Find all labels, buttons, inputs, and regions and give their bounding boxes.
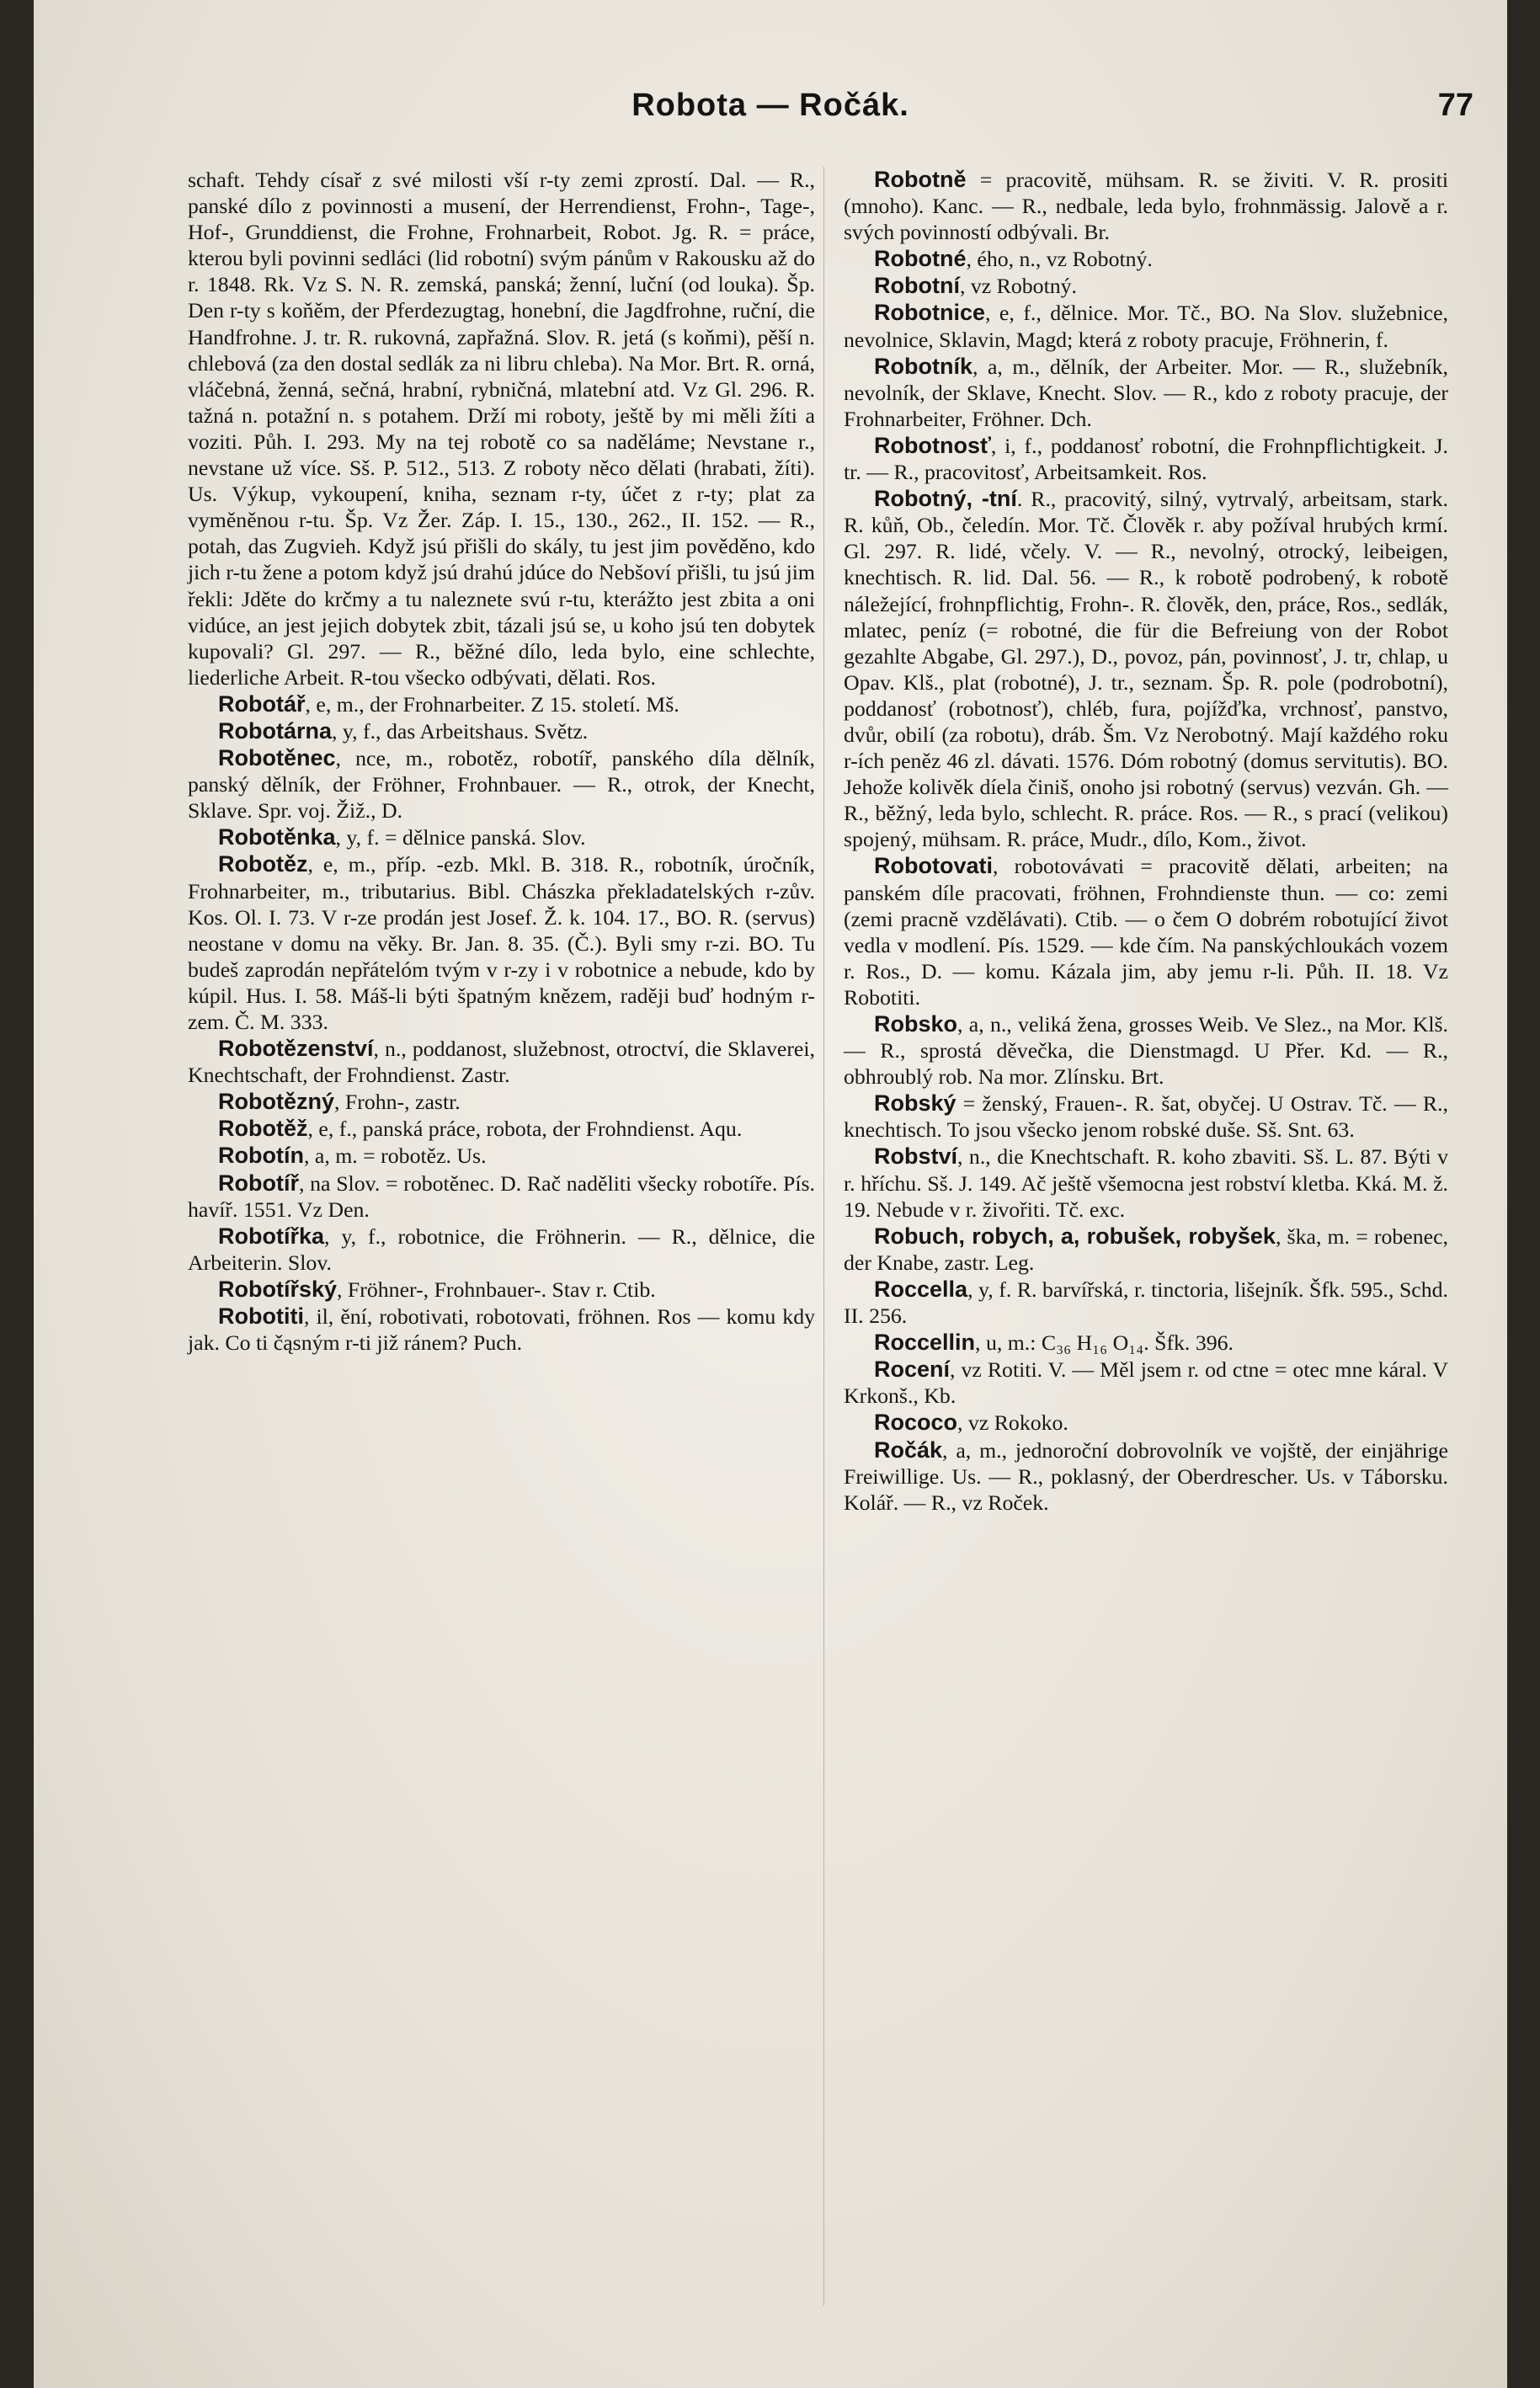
dictionary-entry xyxy=(844,486,1448,852)
entry-text: = ženský, Frauen-. R. šat, obyčej. U Ostrav. Tč. — R., knechtisch. To jsou všecko jenom robské duše. Sš. Snt. 63. xyxy=(844,1091,1448,1143)
entry-headword: Robotěnec xyxy=(218,745,336,771)
entry-text: , y, f., das Arbeitshaus. Světz. xyxy=(332,718,589,744)
dictionary-entry xyxy=(844,1223,1448,1276)
entry-text: , i, f., poddanosť robotní, die Frohnpflichtigkeit. J. tr. — R., pracovitosť, Arbeitsamkeit. Ros. xyxy=(844,433,1448,485)
entry-text: , y, f. = dělnice panská. Slov. xyxy=(335,825,586,850)
entry-headword: Robotězenství xyxy=(218,1036,374,1062)
entry-text: , n., die Knechtschaft. R. koho zbaviti. Sš. L. 87. Býti v r. hříchu. Sš. J. 149. Ač ještě všemocna jest robství kletba. Kká. M. ž. 19. Nebude v r. živořiti. Tč. exc. xyxy=(844,1144,1448,1222)
column-divider xyxy=(823,167,824,2305)
running-head xyxy=(34,88,1507,138)
entry-headword: Robotovati xyxy=(874,853,993,879)
dictionary-entry xyxy=(844,246,1448,272)
entry-headword: Robotěž xyxy=(218,1116,308,1142)
entry-text: , e, f., dělnice. Mor. Tč., BO. Na Slov. služebnice, nevolnice, Sklavin, Magd; která z roboty pracuje, Fröhnerin, f. xyxy=(844,301,1448,352)
entry-headword: Rocení xyxy=(874,1357,951,1383)
entry-headword: Robotní xyxy=(874,273,960,299)
dictionary-entry xyxy=(188,1143,815,1169)
entry-text: = pracovitě, mühsam. R. se živiti. V. R. prositi (mnoho). Kanc. — R., nedbale, leda bylo, frohnmässig. Jalově a r. svých povinností odbývali. Br. xyxy=(844,168,1448,245)
dictionary-entry xyxy=(844,1011,1448,1090)
entry-text: , u, m.: C₃₆ H₁₆ O₁₄. Šfk. 396. xyxy=(975,1330,1234,1356)
entry-headword: Robotné xyxy=(874,246,967,272)
dictionary-entry xyxy=(188,1223,815,1276)
entry-text: , il, ění, robotivati, robotovati, fröhnen. Ros — komu kdy jak. Co ti čąsným r-ti již ránem? Puch. xyxy=(188,1304,815,1356)
dictionary-entry xyxy=(188,1116,815,1142)
dictionary-entry xyxy=(844,853,1448,1010)
entry-text: , e, f., panská práce, robota, der Frohndienst. Aqu. xyxy=(307,1117,743,1142)
dictionary-entry xyxy=(188,167,815,690)
running-head-title: Robota — Ročák. xyxy=(631,88,909,123)
dictionary-entry xyxy=(844,1410,1448,1436)
entry-headword: Robotář xyxy=(218,690,306,717)
entry-headword: Robství xyxy=(874,1143,958,1170)
entry-text: , a, m., jednoroční dobrovolník ve vojště, der einjährige Freiwillige. Us. — R., poklasný, der Oberdrescher. Us. v Táborsku. Kolář. — R., vz Roček. xyxy=(844,1437,1448,1515)
entry-headword: Robuch, robych, a, robušek, robyšek xyxy=(874,1223,1276,1249)
entry-text: , y, f., robotnice, die Fröhnerin. — R., dělnice, die Arbeiterin. Slov. xyxy=(188,1223,815,1275)
dictionary-entry xyxy=(188,1089,815,1115)
entry-text: , Fröhner-, Frohnbauer-. Stav r. Ctib. xyxy=(337,1277,656,1302)
entry-headword: Robotník xyxy=(874,353,972,379)
dictionary-entry xyxy=(844,1357,1448,1409)
entry-headword: Robotíř xyxy=(218,1170,299,1196)
left-column xyxy=(188,167,815,1357)
entry-text: , robotovávati = pracovitě dělati, arbeiten; na panském díle pracovati, fröhnen, Frohndienste thun. — co: zemi (zemi pracně vzdělávati). Ctib. — o čem O dobrém robotující život vedla v modlení. Pís. 1529. — kde čím. Na panskýchloukách vozem r. Ros., D. — komu. Kázala jim, aby jemu r-li. Půh. II. 18. Vz Robotiti. xyxy=(844,854,1448,1010)
entry-headword: Robotěnka xyxy=(218,824,336,850)
entry-headword: Robský xyxy=(874,1090,957,1117)
entry-text: , e, m., der Frohnarbeiter. Z 15. století. Mš. xyxy=(305,691,679,717)
dictionary-entry xyxy=(188,1170,815,1223)
entry-headword: Robotnosť xyxy=(874,432,991,458)
entry-text: , vz Robotný. xyxy=(959,274,1077,299)
entry-headword: Robotně xyxy=(874,167,967,192)
dictionary-entry xyxy=(844,167,1448,245)
entry-text: , n., poddanost, služebnost, otroctví, die Sklaverei, Knechtschaft, der Frohndienst. Zastr. xyxy=(188,1037,815,1088)
entry-text: , y, f. R. barvířská, r. tinctoria, lišejník. Šfk. 595., Schd. II. 256. xyxy=(844,1277,1448,1329)
entry-text: , e, m., příp. -ezb. Mkl. B. 318. R., robotník, úročník, Frohnarbeiter, m., tributarius. Bibl. Chászka překladatelských r-zův. Kos. Ol. I. 73. V r-ze prodán jest Josef. Ž. k. 104. 17., BO. R. (servus) neostane v domu na věky. Br. Jan. 8. 35. (Č.). Byli smy r-zi. BO. Tu budeš zaprodán nepřátelóm tvým v r-zy i v robotnice a nebude, kdo by kúpil. Hus. I. 58. Máš-li býti špatným knězem, raději buď hodným r-zem. Č. M. 333. xyxy=(188,852,815,1034)
entry-headword: Robotiti xyxy=(218,1303,304,1330)
entry-text: . R., pracovitý, silný, vytrvalý, arbeitsam, stark. R. kůň, Ob., čeledín. Mor. Tč. Člověk r. aby požíval hrubých krmí. Gl. 297. R. lidé, včely. V. — R., nevolný, otrocký, leibeigen, knechtisch. R. lid. Dal. 56. — R., k robotě podrobený, k robotě náležející, frohnpflichtig, Frohn-. R. člověk, den, práce, Ros., sedlák, mlatec, peníz (= robotné, die für die Befreiung von der Robot gezahlte Abgabe, Gl. 297.), D., povoz, pán, povinnosť, J. tr, chlap, u Opav. Klš., plat (robotné), J. tr., seznam. Šp. R. pole (podrobotní), poddanosť (robotnosť), chléb, fura, pojížďka, vrchnosť, panstvo, dvůr, obilí (za robotu), dráb. Šm. Vz Nerobotný. Mají každého roku r-ích peněz 46 zl. dávati. 1576. Dóm robotný (domus servitutis). BO. Jehože kolivěk díela činiš, onoho jsi robotný (servus) vezván. Gh. — R., běžný, leda bylo, schlecht. R. práce. Ros. — R., s prací (velikou) spojený, mühsam. R. práce, Mudr., dílo, Kom., život. xyxy=(844,487,1448,852)
entry-headword: Robotěz xyxy=(218,851,308,877)
dictionary-page xyxy=(34,0,1507,2388)
dictionary-entry xyxy=(188,851,815,1035)
dictionary-entry xyxy=(188,824,815,850)
dictionary-entry xyxy=(844,1437,1448,1516)
dictionary-entry xyxy=(844,300,1448,352)
entry-text: schaft. Tehdy císař z své milosti vší r-ty zemi zprostí. Dal. — R., panské dílo z povinnosti a musení, der Herrendienst, Frohn-, Tage-, Hof-, Grunddienst, die Frohne, Frohnarbeit, Robot. Jg. R. = práce, kterou byli povinni sedláci (lid robotní) svým pánům v Rakousku až do r. 1848. Rk. Vz S. N. R. zemská, panská; ženní, luční (od louka). Šp. Den r-ty s koňěm, der Pferdezugtag, honební, die Jagdfrohne, ruční, die Handfrohne. J. tr. R. rukovná, zapřažná. Slov. R. jetá (s koňmi), pěší n. chlebová (za den dostal sedlák za ni libru chleba). Na Mor. Brt. R. orná, vláčebná, ženná, sečná, hrabní, rybničná, mlatební atd. Vz Gl. 296. R. tažná n. potažní n. s potahem. Drží mi roboty, ještě by mi měli žíti a voziti. Půh. I. 293. My na tej robotě co sa naděláme; Nevstane r., nevstane už více. Sš. P. 512., 513. Z roboty něco dělati (hrabati, žíti). Us. Výkup, vykoupení, kniha, seznam r-ty, účet z r-ty; plat za vyměněnou r-tu. Šp. Vz Žer. Záp. I. 15., 130., 262., II. 152. — R., potah, das Zugvieh. Když jsú přišli do skály, tu jest jim pověděno, kdo jich r-tu žene a potom když jsú drahú jdúce do Nebšoví přišli, tu jsú jim řekli: Jděte do krčmy a tu naleznete svú r-tu, kterážto jest zbita a oni vidúce, an jest jejich dobytek zbit, tázali jsú se, u koho jsú ten dobytek kupovali? Gl. 297. — R., běžné dílo, leda bylo, eine schlechte, liederliche Arbeit. R-tou všecko odbývati, dělati. Ros. xyxy=(188,168,815,690)
entry-text: , a, n., veliká žena, grosses Weib. Ve Slez., na Mor. Klš. — R., sprostá děvečka, die Dienstmagd. U Přer. Kd. — R., obhroublý rob. Na mor. Zlínsku. Brt. xyxy=(844,1012,1448,1090)
dictionary-entry xyxy=(844,1143,1448,1222)
dictionary-entry xyxy=(844,1277,1448,1329)
entry-headword: Robotířka xyxy=(218,1223,325,1249)
entry-text: , vz Rokoko. xyxy=(957,1410,1068,1436)
page-number: 77 xyxy=(1437,88,1473,123)
entry-text: , na Slov. = robotěnec. D. Rač naděliti všecky robotíře. Pís. havíř. 1551. Vz Den. xyxy=(188,1170,815,1222)
dictionary-entry xyxy=(188,745,815,824)
dictionary-entry xyxy=(188,718,815,744)
dictionary-entry xyxy=(188,1036,815,1088)
entry-headword: Roccellin xyxy=(874,1330,976,1356)
dictionary-entry xyxy=(844,354,1448,432)
entry-headword: Robsko xyxy=(874,1011,958,1037)
entry-text: , vz Rotiti. V. — Měl jsem r. od ctne = otec mne káral. V Krkonš., Kb. xyxy=(844,1357,1448,1409)
dictionary-entry xyxy=(844,433,1448,485)
dictionary-entry xyxy=(188,1277,815,1303)
entry-headword: Ročák xyxy=(874,1437,943,1463)
dictionary-entry xyxy=(188,1303,815,1356)
entry-text: , a, m., dělník, der Arbeiter. Mor. — R., služebník, nevolník, der Sklave, Knecht. Slov. — R., kdo z roboty pracuje, der Frohnarbeiter, Fröhner. Dch. xyxy=(844,354,1448,431)
entry-headword: Robotnice xyxy=(874,300,985,326)
right-column xyxy=(844,167,1448,1516)
entry-headword: Robotárna xyxy=(218,717,332,744)
entry-headword: Robotín xyxy=(218,1143,304,1169)
entry-headword: Robotězný xyxy=(218,1089,334,1115)
entry-text: , ška, m. = robenec, der Knabe, zastr. Leg. xyxy=(844,1223,1449,1275)
dictionary-entry xyxy=(188,691,815,717)
entry-headword: Rococo xyxy=(874,1410,958,1436)
entry-headword: Roccella xyxy=(874,1276,968,1302)
entry-text: , Frohn-, zastr. xyxy=(334,1090,461,1115)
entry-headword: Robotný, -tní xyxy=(874,486,1017,512)
dictionary-entry xyxy=(844,1330,1448,1356)
entry-text: , nce, m., robotěz, robotíř, panského díla dělník, panský dělník, der Fröhner, Frohnbauer. — R., otrok, der Knecht, Sklave. Spr. voj. Žiž., D. xyxy=(188,746,815,824)
entry-text: , ého, n., vz Robotný. xyxy=(966,247,1153,272)
dictionary-entry xyxy=(844,273,1448,299)
entry-text: , a, m. = robotěz. Us. xyxy=(303,1143,487,1169)
entry-headword: Robotířský xyxy=(218,1276,338,1302)
dictionary-entry xyxy=(844,1090,1448,1143)
